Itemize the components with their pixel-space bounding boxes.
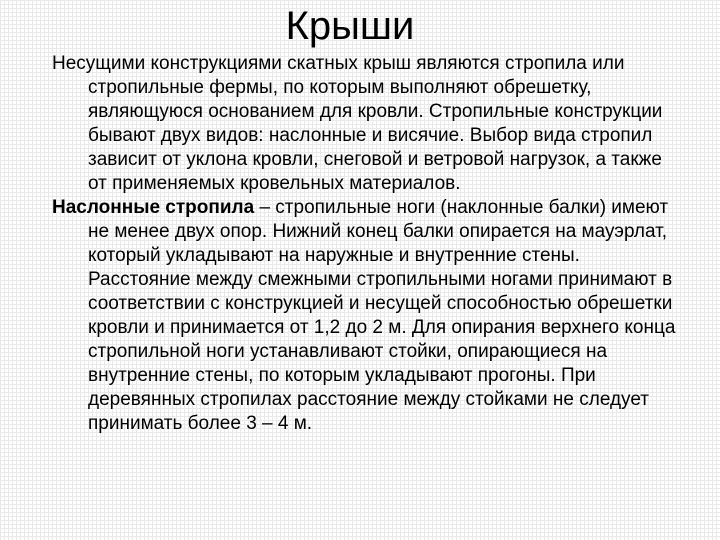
term-leaning-rafters: Наслонные стропила bbox=[52, 197, 255, 218]
slide-title: Крыши bbox=[285, 4, 415, 48]
slide-body bbox=[52, 52, 682, 436]
paragraph-leaning-rafters bbox=[52, 196, 682, 436]
paragraph-load-bearing-structures: Несущими конструкциями скатных крыш являются стропила или стропильные фермы, по которым выполняют обрешетку, являющуюся основанием для кровли. Стропильные конструкции бывают двух видов: наслонные и висячие. Выбор вида стропил зависит от уклона кровли, снеговой и ветровой нагрузок, а также от применяемых кровельных материалов. bbox=[52, 53, 663, 194]
leaning-rafters-definition: – стропильные ноги (наклонные балки) имеют не менее двух опор. Нижний конец балки опирается на мауэрлат, который укладывают на наружные и внутренние стены. Расстояние между смежными стропильными ногами принимают в соответствии с конструкцией и несущей способностью обрешетки кровли и принимается от 1,2 до 2 м. Для опирания верхнего конца стропильной ноги устанавливают стойки, опирающиеся на внутренние стены, по которым укладывают прогоны. При деревянных стропилах расстояние между стойками не следует принимать более 3 – 4 м. bbox=[88, 197, 676, 434]
